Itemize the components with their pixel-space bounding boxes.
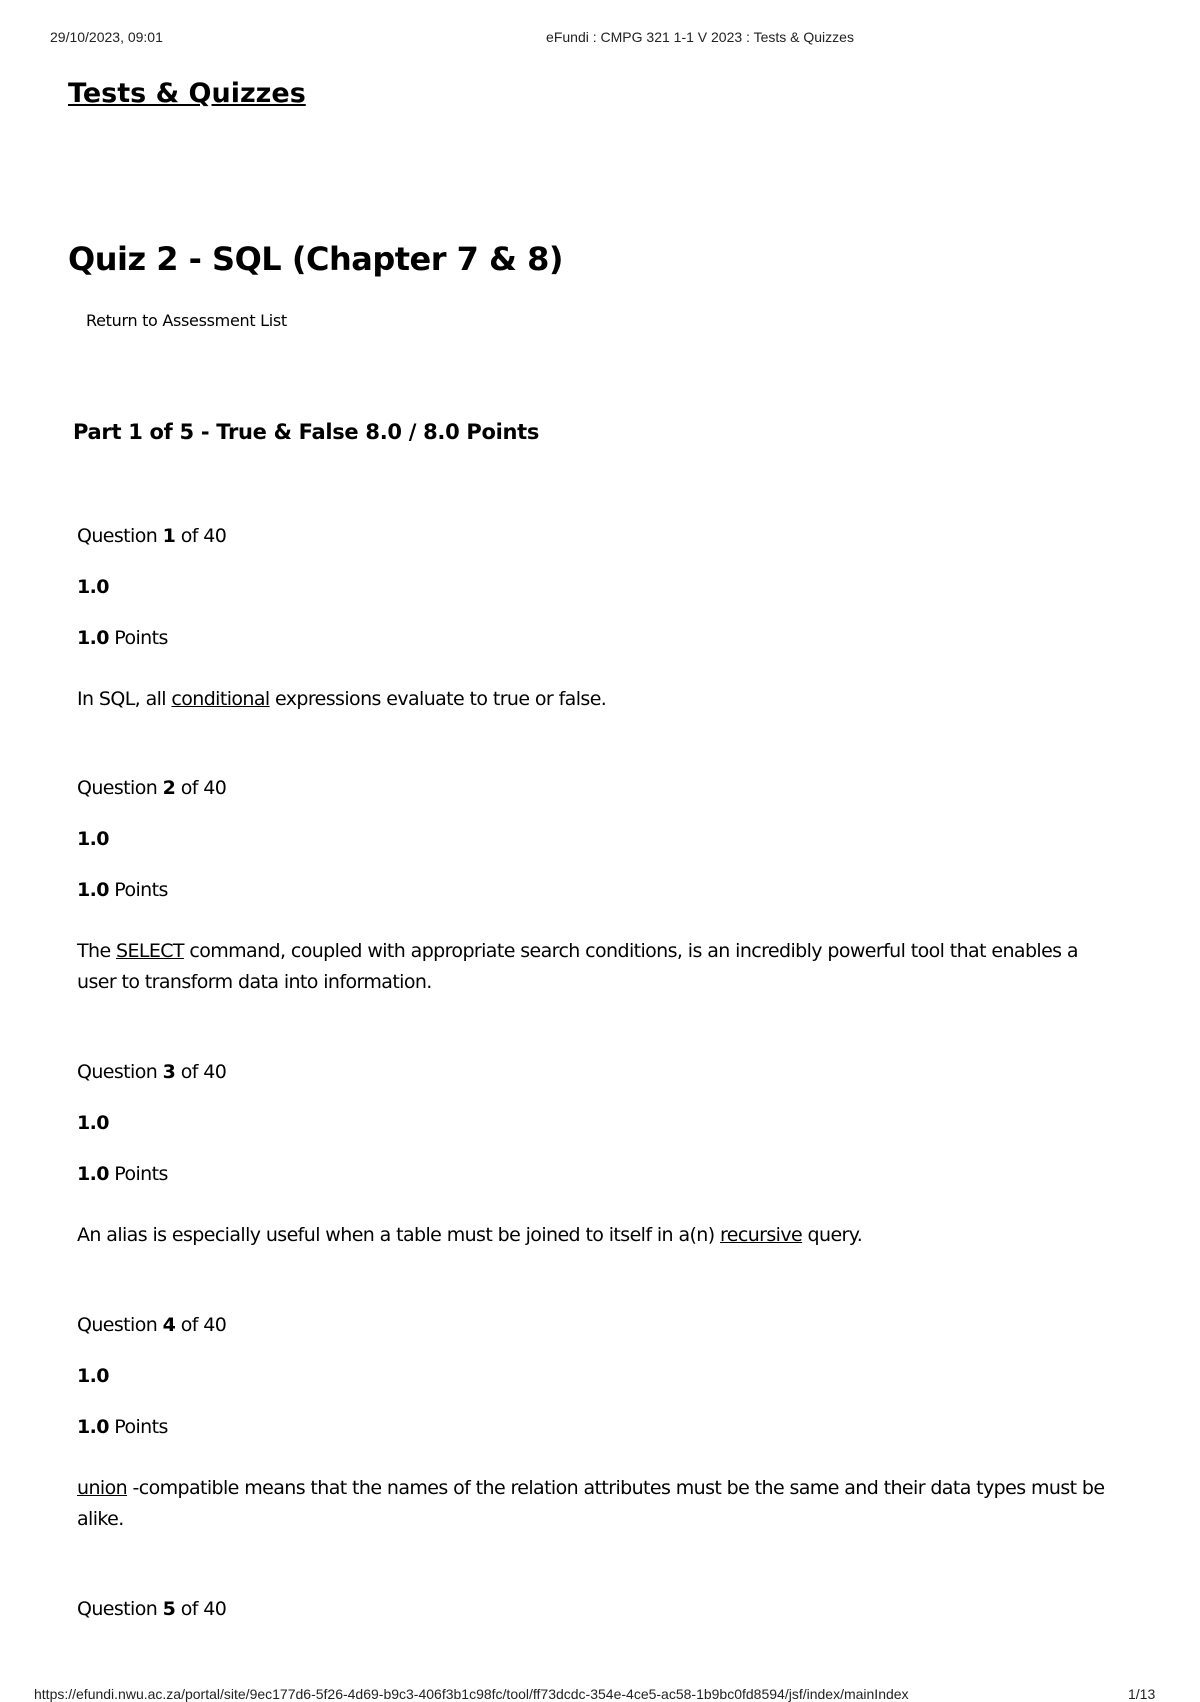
answer-blank: recursive (720, 1224, 803, 1246)
question-label: Question 1 of 40 (77, 525, 227, 547)
question-label: Question 5 of 40 (77, 1598, 227, 1620)
part-heading: Part 1 of 5 - True & False 8.0 / 8.0 Points (73, 420, 540, 444)
question-text: union -compatible means that the names of the relation attributes must be the same and their data types must be alike. (77, 1477, 1105, 1530)
question-points: 1.0 Points (77, 1416, 168, 1438)
question-text: The SELECT command, coupled with appropriate search conditions, is an incredibly powerful tool that enables a user to transform data into information. (77, 940, 1078, 993)
tool-title: Tests & Quizzes (68, 78, 306, 109)
question-score: 1.0 (77, 828, 109, 850)
question-label: Question 3 of 40 (77, 1061, 227, 1083)
question-text: An alias is especially useful when a table must be joined to itself in a(n) recursive query. (77, 1224, 863, 1246)
print-header-datetime: 29/10/2023, 09:01 (50, 29, 163, 45)
question-score: 1.0 (77, 1112, 109, 1134)
question-text: In SQL, all conditional expressions evaluate to true or false. (77, 688, 607, 710)
print-header-title: eFundi : CMPG 321 1-1 V 2023 : Tests & Quizzes (546, 29, 854, 45)
question-label: Question 4 of 40 (77, 1314, 227, 1336)
print-footer-url: https://efundi.nwu.ac.za/portal/site/9ec177d6-5f26-4d69-b9c3-406f3b1c98fc/tool/ff73dcdc-354e-4ce5-ac58-1b9bc0fd8594/jsf/index/mainIndex (34, 1686, 909, 1702)
return-to-assessment-list-link[interactable]: Return to Assessment List (86, 311, 287, 330)
answer-blank: conditional (171, 688, 270, 710)
question-points: 1.0 Points (77, 627, 168, 649)
answer-blank: union (77, 1477, 128, 1499)
question-points: 1.0 Points (77, 879, 168, 901)
answer-blank: SELECT (115, 940, 184, 962)
question-label: Question 2 of 40 (77, 777, 227, 799)
question-score: 1.0 (77, 576, 109, 598)
print-footer-page-indicator: 1/13 (1128, 1686, 1156, 1702)
question-points: 1.0 Points (77, 1163, 168, 1185)
question-score: 1.0 (77, 1365, 109, 1387)
quiz-title: Quiz 2 - SQL (Chapter 7 & 8) (68, 240, 563, 278)
